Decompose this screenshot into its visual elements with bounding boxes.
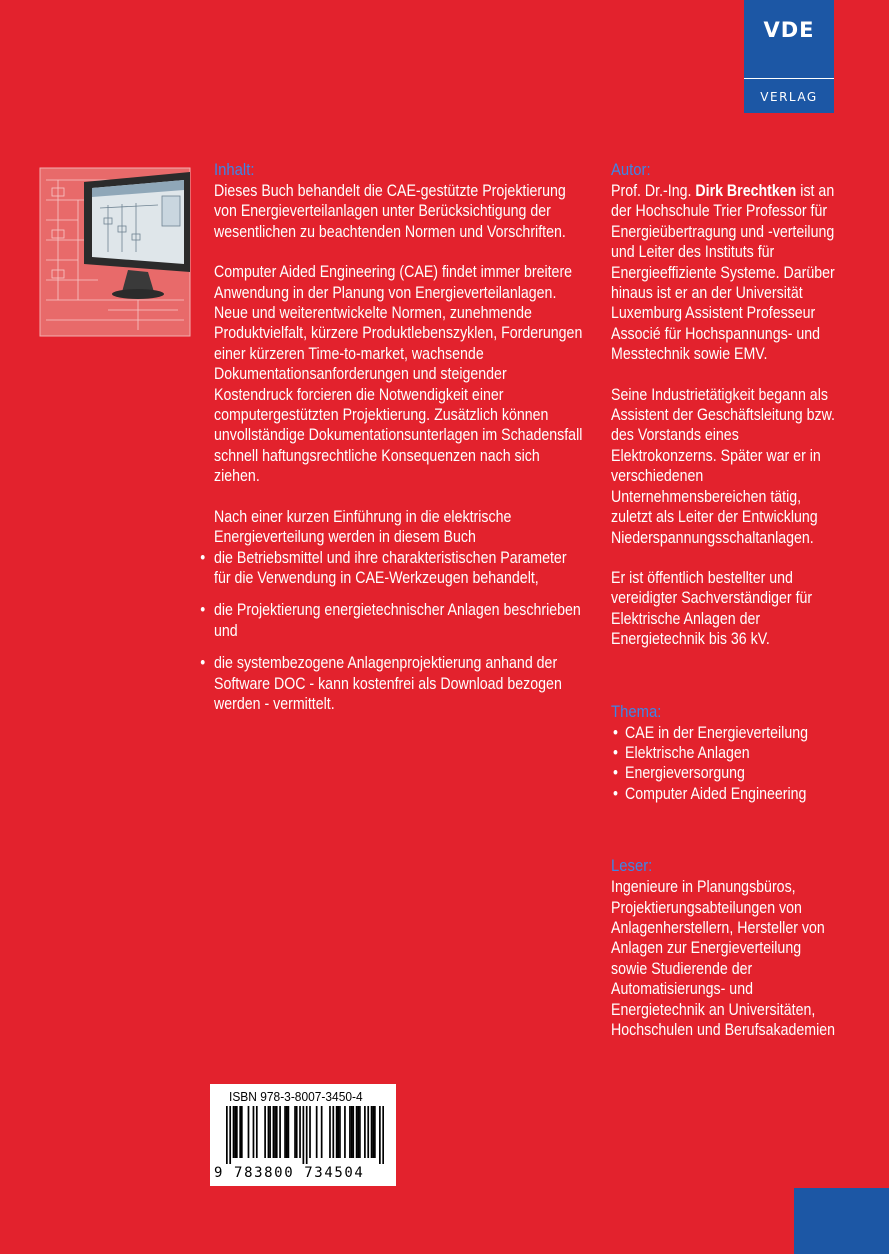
list-item: • Elektrische Anlagen <box>612 743 750 762</box>
barcode-bar <box>352 1106 354 1158</box>
isbn-barcode <box>210 1084 396 1186</box>
barcode-bar <box>233 1106 235 1158</box>
list-item: • Energieversorgung <box>612 764 745 783</box>
barcode-digits: 9 783800 734504 <box>214 1165 365 1181</box>
barcode-bar <box>357 1106 359 1158</box>
barcode-bar <box>349 1106 351 1158</box>
barcode-bar <box>329 1106 331 1158</box>
barcode-bar <box>374 1106 376 1158</box>
list-item: • Computer Aided Engineering <box>612 784 807 803</box>
topics-heading: Thema: <box>611 702 662 721</box>
barcode-bar <box>284 1106 286 1158</box>
publisher-imprint: VERLAG <box>760 90 818 104</box>
author-bio-text: ist an der Hochschule Trier Professor für Energieübertragung und -verteilung und Leiter des Instituts für Energieeffiziente Systeme. Darüber hinaus ist er an der Universität Luxemburg Assistent Professeur Associé für Hochspannungs- und Messtechnik sowie EMV. <box>611 182 835 364</box>
barcode-bars <box>226 1106 384 1164</box>
barcode-bar <box>372 1106 374 1158</box>
author-column <box>611 160 836 1040</box>
readers-heading: Leser: <box>611 857 653 876</box>
barcode-bar <box>268 1106 270 1158</box>
barcode-bar <box>299 1106 301 1158</box>
barcode-bar <box>239 1106 241 1158</box>
barcode-bar <box>337 1106 339 1158</box>
computer-monitor-schematic-icon <box>38 160 198 340</box>
barcode-bar <box>286 1106 288 1158</box>
list-item: • CAE in der Energieverteilung <box>612 723 809 742</box>
barcode-bar <box>364 1106 366 1158</box>
corner-color-block <box>794 1188 889 1254</box>
author-heading: Autor: <box>611 161 651 179</box>
author-title: Prof. Dr.-Ing. <box>611 182 692 200</box>
barcode-bar <box>256 1106 258 1158</box>
barcode-bar <box>356 1106 358 1158</box>
barcode-bar <box>234 1106 236 1158</box>
isbn-label: ISBN 978-3-8007-3450-4 <box>229 1089 363 1104</box>
readers-text: Ingenieure in Planungsbüros, Projektierungsabteilungen von Anlagenherstellern, Hersteller von Anlagen zur Energieverteilung sowie Studierende der Automatisierungs- und Energietechnik an Universitäten, Hochschulen und Berufsakademien <box>611 878 836 1039</box>
barcode-bar <box>303 1106 305 1164</box>
barcode-bar <box>306 1106 308 1164</box>
content-bullet-list <box>200 548 584 715</box>
barcode-bar <box>274 1106 276 1158</box>
barcode-bar <box>359 1106 361 1158</box>
barcode-bar <box>236 1106 238 1158</box>
barcode-bar <box>269 1106 271 1158</box>
barcode-bar <box>241 1106 243 1158</box>
content-paragraph-3: Nach einer kurzen Einführung in die elektrische Energieverteilung werden in diesem Buch <box>214 507 512 547</box>
barcode-bar <box>226 1106 228 1164</box>
author-bio-3: Er ist öffentlich bestellter und vereidigter Sachverständiger für Elektrische Anlagen der Energietechnik bis 36 kV. <box>611 568 813 649</box>
content-paragraph-1: Dieses Buch behandelt die CAE-gestützte Projektierung von Energieverteilanlagen unter Berücksichtigung der wesentlichen zu beachtenden Normen und Vorschriften. <box>214 182 566 241</box>
author-bio-2: Seine Industrietätigkeit begann als Assistent der Geschäftsleitung bzw. des Vorstands eines Elektrokonzerns. Später war er in verschiedenen Unternehmensbereichen tätig, zuletzt als Leiter der Entwicklung Niederspannungsschaltanlagen. <box>611 385 836 547</box>
barcode-bar <box>253 1106 255 1158</box>
barcode-bar <box>339 1106 341 1158</box>
publisher-name: VDE <box>763 18 815 42</box>
barcode-bar <box>336 1106 338 1158</box>
publisher-logo <box>744 0 834 113</box>
barcode-bar <box>229 1106 231 1164</box>
barcode-bar <box>379 1106 381 1164</box>
barcode-bar <box>351 1106 353 1158</box>
barcode-bar <box>316 1106 318 1158</box>
barcode-bar <box>279 1106 281 1158</box>
barcode-bar <box>276 1106 278 1158</box>
barcode-bar <box>367 1106 369 1158</box>
barcode-bar <box>309 1106 311 1158</box>
barcode-bar <box>344 1106 346 1158</box>
barcode-bar <box>264 1106 266 1158</box>
barcode-bar <box>273 1106 275 1158</box>
barcode-bar <box>321 1106 323 1158</box>
barcode-bar <box>294 1106 296 1158</box>
logo-divider <box>744 78 834 79</box>
barcode-bar <box>288 1106 290 1158</box>
author-name: Dirk Brechtken <box>695 182 797 200</box>
content-heading: Inhalt: <box>214 161 255 179</box>
barcode-bar <box>382 1106 384 1164</box>
author-bio-1 <box>611 181 835 365</box>
list-item: • die Projektierung energietechnischer Anlagen beschrieben und <box>200 601 581 640</box>
barcode-bar <box>332 1106 334 1158</box>
content-column <box>200 160 584 726</box>
list-item: • die systembezogene Anlagenprojektierung anhand der Software DOC - kann kostenfrei als Download bezogen werden - vermittelt. <box>200 654 562 713</box>
list-item: • die Betriebsmittel und ihre charakteristischen Parameter für die Verwendung in CAE-Werkzeugen behandelt, <box>200 548 567 587</box>
topics-list <box>611 723 836 805</box>
barcode-bar <box>296 1106 298 1158</box>
barcode-bar <box>371 1106 373 1158</box>
barcode-bar <box>248 1106 250 1158</box>
content-paragraph-2: Computer Aided Engineering (CAE) findet immer breitere Anwendung in der Planung von Energieverteilanlagen. Neue und weiterentwickelte Normen, zunehmende Produktvielfalt, kürzere Produktlebenszyklen, Forderungen einer kürzeren Time-to-market, wachsende Dokumentationsanforderungen und steigender Kostendruck forcieren die Notwendigkeit einer computergestützten Projektierung. Zusätzlich können unvollständige Dokumentationsunterlagen im Schadensfall schnell haftungsrechtliche Konsequenzen nach sich ziehen. <box>214 263 583 486</box>
